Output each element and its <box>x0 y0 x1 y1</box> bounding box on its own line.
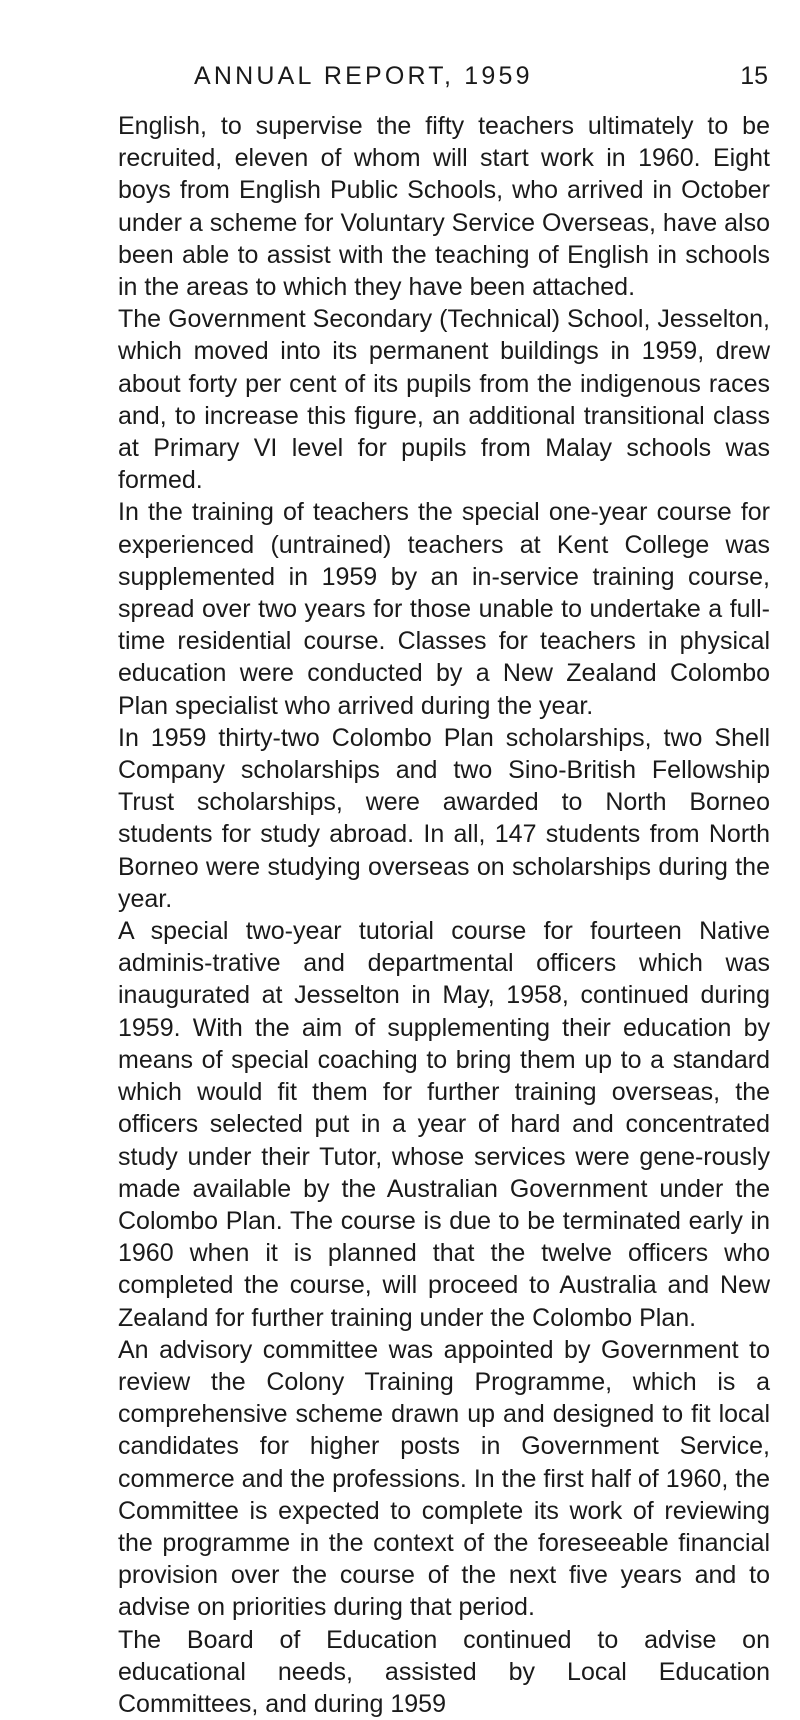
body-text <box>118 110 770 1720</box>
paragraph-2: The Government Secondary (Technical) School, Jesselton, which moved into its permanent buildings in 1959, drew about forty per cent of its pupils from the indigenous races and, to increase this figure, an additional transitional class at Primary VI level for pupils from Malay schools was formed. <box>118 305 770 495</box>
document-page <box>118 56 770 1720</box>
running-title: ANNUAL REPORT, 1959 <box>194 62 533 90</box>
paragraph-6: An advisory committee was appointed by Government to review the Colony Training Programme, which is a comprehensive scheme drawn up and designed to fit local candidates for higher posts in Government Service, commerce and the professions. In the first half of 1960, the Committee is expected to complete its work of reviewing the programme in the context of the foreseeable financial provision over the course of the next five years and to advise on priorities during that period. <box>118 1335 770 1622</box>
paragraph-1: English, to supervise the fifty teachers ultimately to be recruited, eleven of whom will start work in 1960. Eight boys from English Public Schools, who arrived in October under a scheme for Voluntary Service Overseas, have also been able to assist with the teaching of English in schools in the areas to which they have been attached. <box>118 112 770 302</box>
page-number: 15 <box>740 62 768 90</box>
running-header <box>118 56 770 96</box>
paragraph-5: A special two-year tutorial course for fourteen Native adminis-trative and departmental officers which was inaugurated at Jesselton in May, 1958, continued during 1959. With the aim of supplementing their education by means of special coaching to bring them up to a standard which would fit them for further training overseas, the officers selected put in a year of hard and concentrated study under their Tutor, whose services were gene-rously made available by the Australian Government under the Colombo Plan. The course is due to be terminated early in 1960 when it is planned that the twelve officers who completed the course, will proceed to Australia and New Zealand for further training under the Colombo Plan. <box>118 917 770 1332</box>
paragraph-4: In 1959 thirty-two Colombo Plan scholarships, two Shell Company scholarships and two Sino-British Fellowship Trust scholarships, were awarded to North Borneo students for study abroad. In all, 147 students from North Borneo were studying overseas on scholarships during the year. <box>118 723 770 913</box>
paragraph-7: The Board of Education continued to advise on educational needs, assisted by Local Education Committees, and during 1959 <box>118 1625 770 1718</box>
paragraph-3: In the training of teachers the special one-year course for experienced (untrained) teachers at Kent College was supplemented in 1959 by an in-service training course, spread over two years for those unable to undertake a full-time residential course. Classes for teachers in physical education were conducted by a New Zealand Colombo Plan specialist who arrived during the year. <box>118 498 770 720</box>
